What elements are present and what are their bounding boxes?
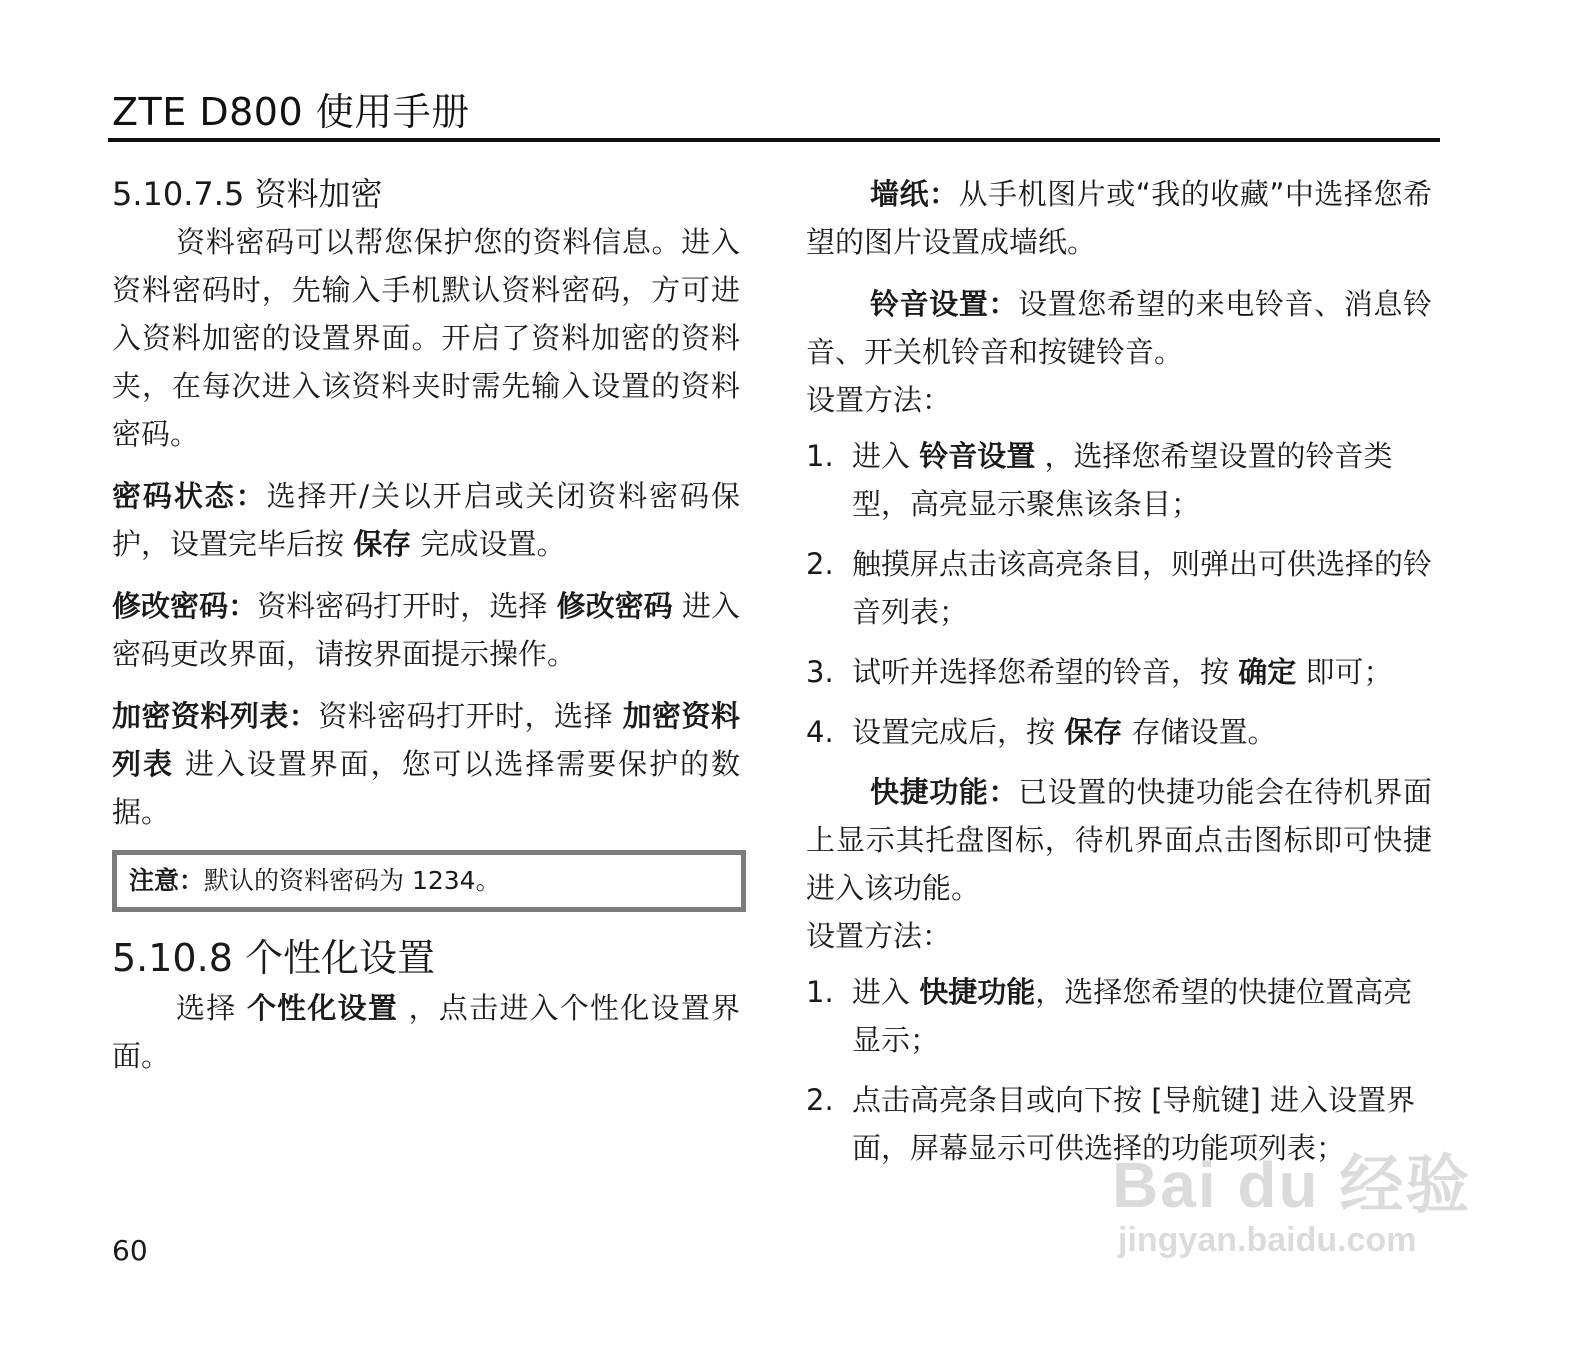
watermark-main-text: Bai du 经验 [1112,1149,1472,1221]
item-encrypted-list: 加密资料列表：资料密码打开时，选择 加密资料列表 进入设置界面，您可以选择需要保护的数据。 [112,699,740,829]
right-column [806,170,1432,1184]
method-label-shortcut: 设置方法： [806,919,952,953]
list-item: 1. 进入 快捷功能，选择您希望的快捷位置高亮显示； [806,975,1413,1057]
note-text: 默认的资料密码为 1234。 [204,866,501,895]
baidu-jingyan-watermark [1112,1150,1471,1260]
list-item: 2. 点击高亮条目或向下按 [导航键] 进入设置界面，屏幕显示可供选择的功能项列表； [806,1083,1416,1165]
item-change-password: 修改密码：资料密码打开时，选择 修改密码 进入密码更改界面，请按界面提示操作。 [112,589,740,671]
term-shortcut: 快捷功能： [870,775,1019,809]
term-ringtone: 铃音设置： [870,287,1019,321]
section-heading-personalization: 5.10.8 个性化设置 [112,936,435,980]
note-label: 注意： [129,866,205,895]
term-wallpaper: 墙纸： [870,177,959,211]
term-change-password: 修改密码： [112,589,258,623]
personalization-intro: 选择 个性化设置 ，点击进入个性化设置界面。 [112,991,740,1073]
item-password-status: 密码状态：选择开/关以开启或关闭资料密码保护，设置完毕后按 保存 完成设置。 [112,479,740,561]
header-rule [108,138,1440,142]
list-item: 2. 触摸屏点击该高亮条目，则弹出可供选择的铃音列表； [806,547,1433,629]
page-number: 60 [112,1234,148,1267]
shortcut-desc: 快捷功能：已设置的快捷功能会在待机界面上显示其托盘图标，待机界面点击图标即可快捷进入该功能。 [806,775,1432,905]
term-encrypted-list: 加密资料列表： [112,699,319,733]
list-item: 4. 设置完成后，按 保存 存储设置。 [806,715,1277,749]
manual-title: ZTE D800 使用手册 [112,90,470,134]
section-heading-data-encryption: 5.10.7.5 资料加密 [112,175,383,213]
left-column [112,170,740,1080]
ringtone-steps [806,432,1432,756]
shortcut-steps [806,968,1432,1172]
wallpaper-desc: 墙纸：从手机图片或“我的收藏”中选择您希望的图片设置成墙纸。 [806,177,1432,259]
watermark-url: jingyan.baidu.com [1118,1221,1417,1259]
list-item: 3. 试听并选择您希望的铃音，按 确定 即可； [806,655,1393,689]
note-box [112,850,746,912]
ringtone-desc: 铃音设置：设置您希望的来电铃音、消息铃音、开关机铃音和按键铃音。 [806,287,1432,369]
list-item: 1. 进入 铃音设置 ，选择您希望设置的铃音类型，高亮显示聚焦该条目； [806,439,1393,521]
encryption-intro: 资料密码可以帮您保护您的资料信息。进入资料密码时，先输入手机默认资料密码，方可进入资料加密的设置界面。开启了资料加密的资料夹，在每次进入该资料夹时需先输入设置的资料密码。 [112,225,740,451]
term-password-status: 密码状态： [112,479,267,513]
method-label-ringtone: 设置方法： [806,383,952,417]
